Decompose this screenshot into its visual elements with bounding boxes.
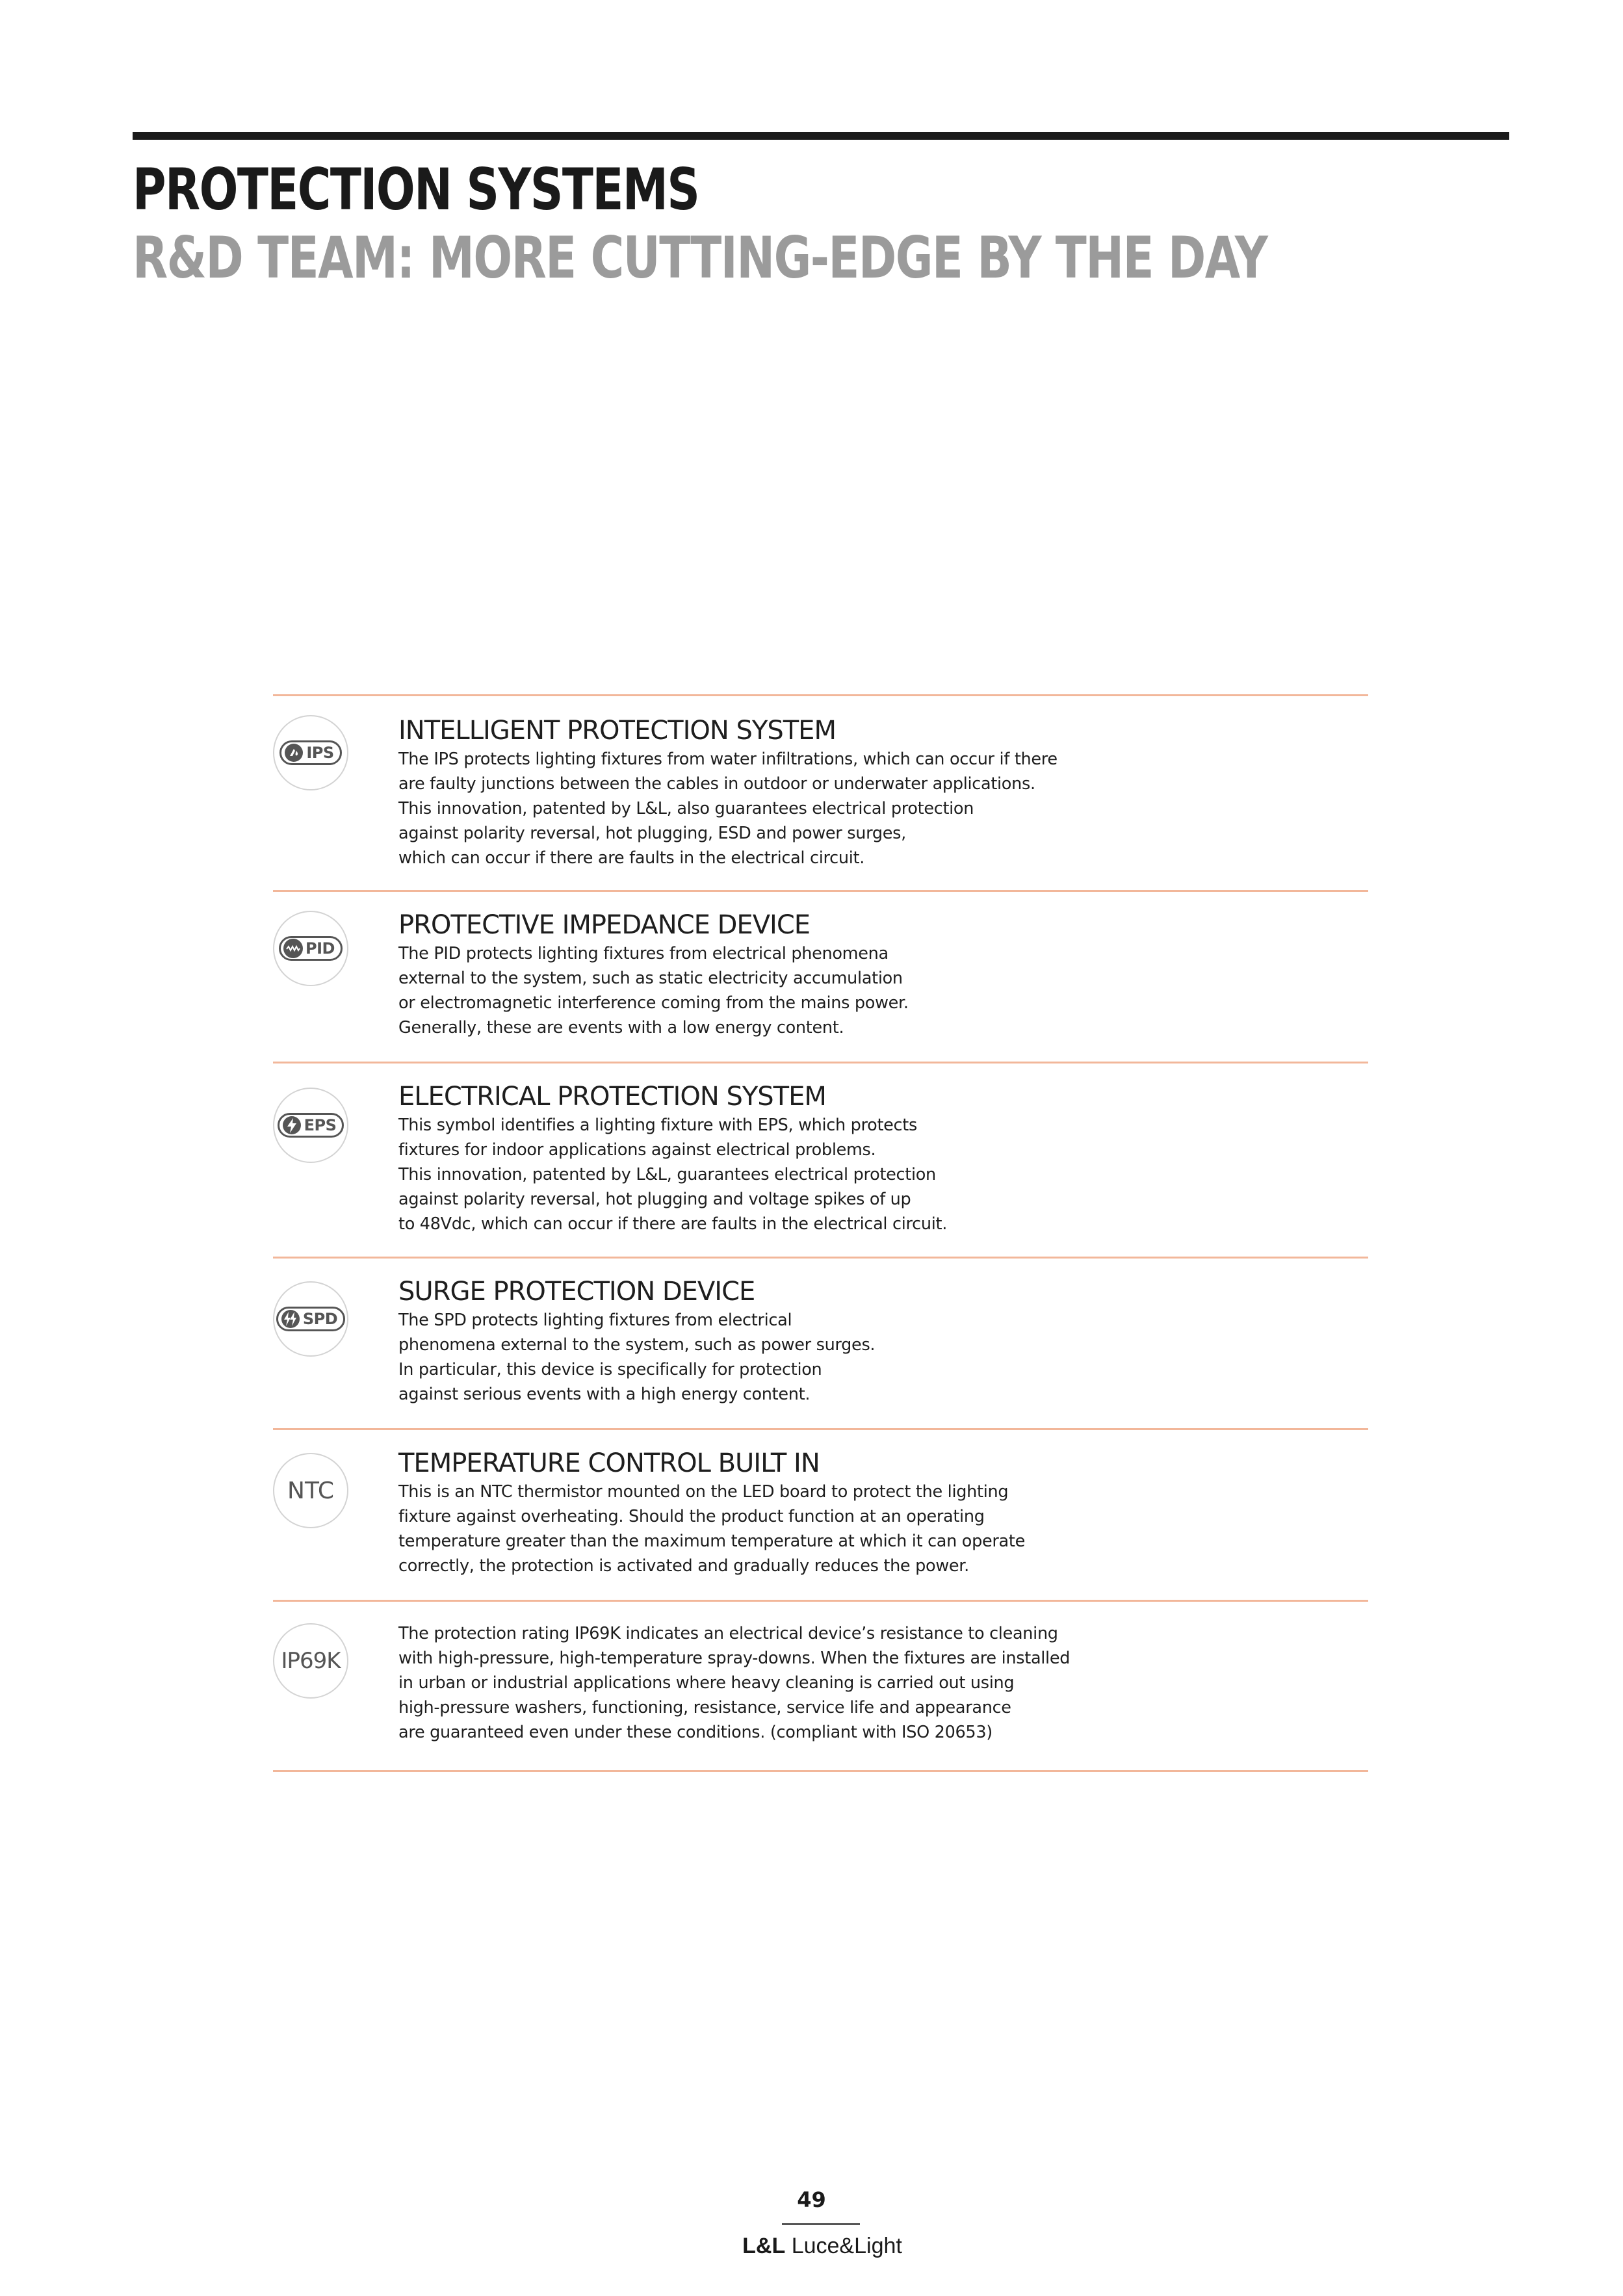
feature-description: This is an NTC thermistor mounted on the LED board to protect the lighting fixture against overheating. Should the product function at an operating temperature greater than the maximum temperature at which it can operate correctly, the protection is activated and gradually reduces the power.	[398, 1482, 1025, 1576]
spd-badge	[273, 1281, 348, 1357]
ips-badge	[273, 715, 348, 790]
feature-list	[273, 694, 1368, 1772]
page-title: PROTECTION SYSTEMS	[133, 156, 699, 223]
badge-label: IPS	[306, 744, 334, 762]
feature-ip69k	[273, 1602, 1368, 1770]
feature-description: The SPD protects lighting fixtures from electrical phenomena external to the system, such as power surges. In particular, this device is specifically for protection against serious events with a high energy content.	[398, 1311, 876, 1404]
feature-pid	[273, 892, 1368, 1062]
pid-pill	[279, 936, 343, 961]
feature-title: SURGE PROTECTION DEVICE	[398, 1277, 755, 1307]
ips-pill	[279, 740, 341, 765]
page-number: 49	[797, 2187, 826, 2212]
feature-title: TEMPERATURE CONTROL BUILT IN	[398, 1448, 820, 1478]
brand-name: Luce&Light	[791, 2234, 902, 2258]
eps-badge	[273, 1088, 348, 1163]
feature-eps	[273, 1063, 1368, 1257]
feature-title: ELECTRICAL PROTECTION SYSTEM	[398, 1082, 826, 1112]
footer-rule	[782, 2223, 860, 2225]
ip69k-badge	[273, 1623, 348, 1699]
feature-description: This symbol identifies a lighting fixture with EPS, which protects fixtures for indoor applications against electrical problems. This innovation, patented by L&L, guarantees electrical protection against polarity reversal, hot plugging and voltage spikes of up to 48Vdc, which can occur if there are faults in the electrical circuit.	[398, 1115, 948, 1234]
feature-description: The IPS protects lighting fixtures from water infiltrations, which can occur if there are faulty junctions between the cables in outdoor or underwater applications. This innovation, patented by L&L, also guarantees electrical protection against polarity reversal, hot plugging, ESD and power surges, which can occur if there are faults in the electrical circuit.	[398, 750, 1058, 868]
hand-drop-icon	[284, 743, 304, 763]
badge-label: PID	[305, 939, 335, 958]
feature-ips	[273, 696, 1368, 890]
feature-title: INTELLIGENT PROTECTION SYSTEM	[398, 716, 836, 746]
separator	[273, 1770, 1368, 1772]
feature-description: The protection rating IP69K indicates an electrical device’s resistance to cleaning with high-pressure, high-temperature spray-downs. When the fixtures are installed in urban or industrial applications where heavy cleaning is carried out using high-pressure washers, functioning, resistance, service life and appearance are guaranteed even under these conditions. (compliant with ISO 20653)	[398, 1624, 1071, 1742]
badge-label: SPD	[302, 1310, 338, 1328]
feature-ntc	[273, 1430, 1368, 1600]
lightning-bolt-icon	[282, 1115, 302, 1135]
pid-badge	[273, 911, 348, 986]
page-subtitle: R&D TEAM: MORE CUTTING-EDGE BY THE DAY	[133, 224, 1267, 291]
feature-title: PROTECTIVE IMPEDANCE DEVICE	[398, 910, 811, 940]
brand-short: L&L	[742, 2234, 786, 2258]
brand-logo	[715, 2234, 929, 2259]
feature-spd	[273, 1259, 1368, 1428]
waveform-icon	[283, 939, 303, 958]
spd-pill	[276, 1307, 345, 1331]
badge-label: IP69K	[281, 1648, 341, 1674]
badge-label: NTC	[287, 1477, 334, 1504]
ntc-badge	[273, 1453, 348, 1528]
feature-description: The PID protects lighting fixtures from electrical phenomena external to the system, such as static electricity accumulation or electromagnetic interference coming from the mains power. Generally, these are events with a low energy content.	[398, 944, 909, 1037]
eps-pill	[278, 1113, 344, 1138]
top-rule	[133, 132, 1509, 140]
badge-label: EPS	[304, 1116, 337, 1134]
double-lightning-icon	[281, 1309, 300, 1329]
